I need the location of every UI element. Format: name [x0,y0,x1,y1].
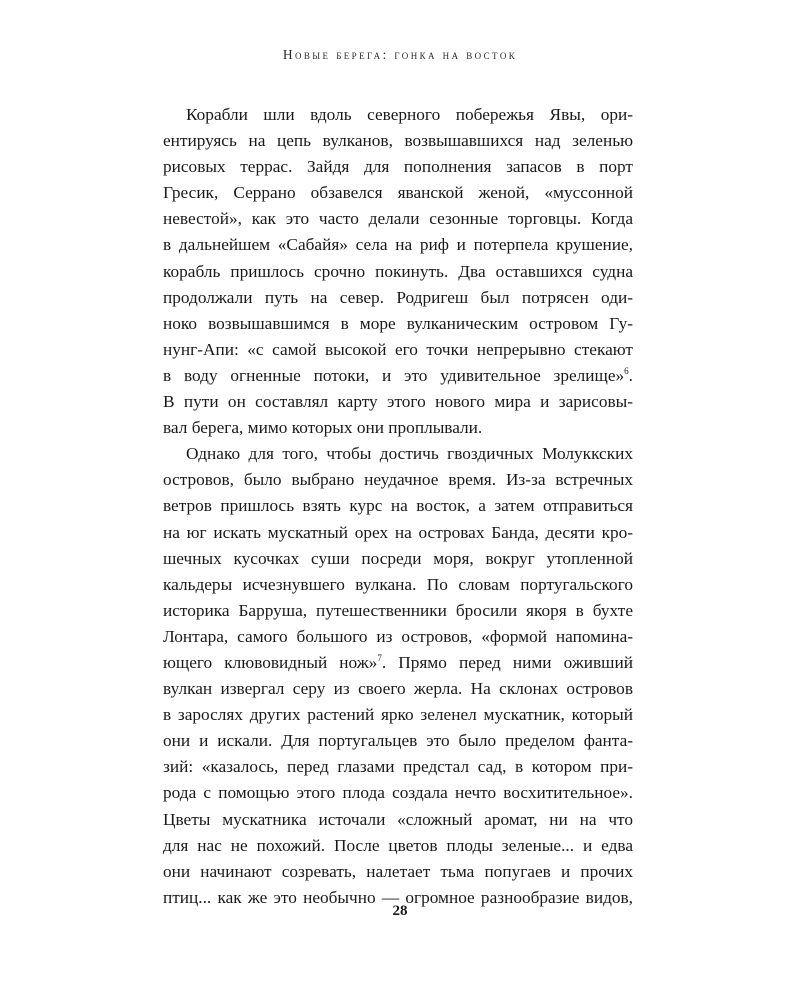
text-line: ентируясь на цепь вулканов, возвышавшихся над зеленью [163,131,633,151]
text-span: в воду огненные потоки, и это удивительное зрелище» [163,365,625,385]
text-line: на юг искать мускатный орех на островах Банда, десяти кро- [163,522,633,542]
text-line: они и искали. Для португальцев это было пределом фанта- [163,731,633,751]
text-line: рода с помощью этого плода создала нечто восхитительное». [163,783,633,803]
text-line: шечных кусочках суши посреди моря, вокруг утопленной [163,548,633,568]
text-line: кальдеры исчезнувшего вулкана. По словам португальского [163,574,633,594]
text-line: Цветы мускатника источали «сложный аромат, ни на что [163,809,633,829]
text-line: Лонтара, самого большого из островов, «формой напомина- [163,626,633,646]
text-line: зий: «казалось, перед глазами предстал сад, в котором при- [163,757,633,777]
text-line: вулкан извергал серу из своего жерла. На склонах островов [163,679,633,699]
text-line [163,363,633,389]
text-span: ющего клювовидный нож» [163,652,378,672]
body-text [163,102,633,911]
text-line: продолжали путь на север. Родригеш был потрясен оди- [163,287,633,307]
text-line: ноко возвышавшимся в море вулканическим островом Гу- [163,313,633,333]
footnote-mark[interactable]: 7 [377,652,382,663]
text-span: . [628,365,633,385]
running-head: Новые берега: гонка на восток [282,47,518,62]
text-line: птиц... как же это необычно — огромное разнообразие видов, [163,887,633,907]
text-line: историка Барруша, путешественники бросили якоря в бухте [163,600,633,620]
text-line: корабль пришлось срочно покинуть. Два оставшихся судна [163,261,633,281]
text-line: они начинают созревать, налетает тьма попугаев и прочих [163,861,633,881]
footnote-mark[interactable]: 6 [624,365,629,376]
text-span: . Прямо перед ними оживший [381,652,633,672]
text-line: невестой», как это часто делали сезонные торговцы. Когда [163,209,633,229]
page-number: 28 [392,903,408,919]
text-line: Корабли шли вдоль северного побережья Явы, ори- [186,105,633,124]
text-line: для нас не похожий. После цветов плоды зеленые... и едва [163,835,633,855]
text-line: в дальнейшем «Сабайя» села на риф и потерпела крушение, [163,235,633,255]
text-line: в зарослях других растений ярко зеленел мускатник, который [163,705,633,725]
text-line: вал берега, мимо которых они проплывали. [163,418,483,438]
text-line: нунг-Апи: «с самой высокой его точки непрерывно стекают [163,339,633,359]
text-line: Однако для того, чтобы достичь гвоздичных Молуккских [186,444,633,464]
text-line: островов, было выбрано неудачное время. Из-за встречных [163,470,633,490]
text-line: Гресик, Серрано обзавелся яванской женой, «муссонной [163,183,633,203]
text-line: ветров пришлось взять курс на восток, а затем отправиться [163,496,633,516]
text-line: В пути он составлял карту этого нового мира и зарисовы- [163,392,633,412]
text-line [163,650,633,676]
text-line: рисовых террас. Зайдя для пополнения запасов в порт [163,157,633,177]
